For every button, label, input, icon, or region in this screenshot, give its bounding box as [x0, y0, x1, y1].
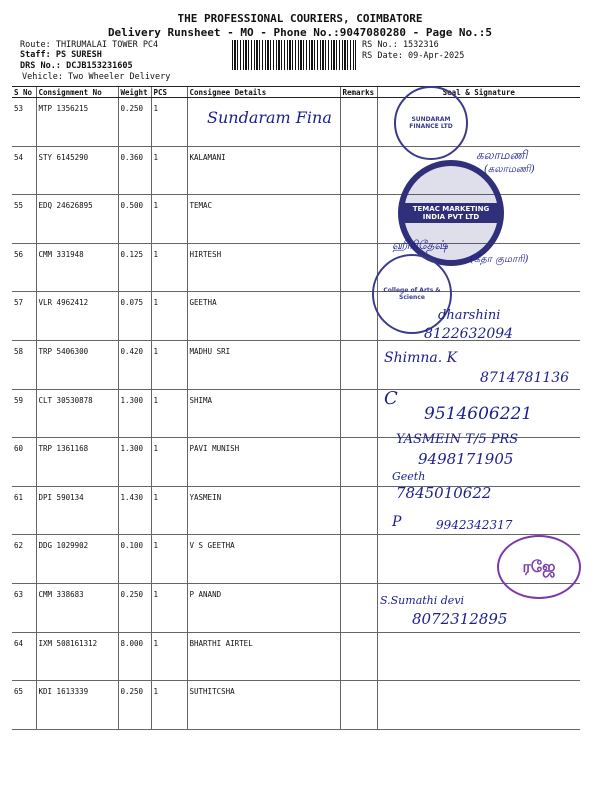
signature-r56: ஹிரிதேஷ் [392, 238, 448, 252]
cell-sno: 65 [12, 681, 36, 730]
cell-pcs: 1 [151, 681, 187, 730]
cell-pcs: 1 [151, 243, 187, 292]
cell-consignee: P ANAND [187, 583, 340, 632]
table-header [12, 87, 580, 98]
route: Route: THIRUMALAI TOWER PC4 [20, 40, 159, 50]
col-signature: Seal & Signature [377, 87, 580, 98]
vehicle: Vehicle: Two Wheeler Delivery [22, 72, 171, 82]
cell-pcs: 1 [151, 438, 187, 487]
cell-remarks [340, 98, 377, 147]
phone-r62: 7845010622 [396, 484, 492, 502]
cell-consignee: KALAMANI [187, 146, 340, 195]
drs-value: DCJB153231605 [66, 61, 133, 71]
cell-weight: 1.300 [118, 389, 151, 438]
signature-r65: S.Sumathi devi [380, 594, 465, 607]
cell-consignee: GEETHA [187, 292, 340, 341]
cell-sno: 62 [12, 535, 36, 584]
cell-weight: 8.000 [118, 632, 151, 681]
drs-label: DRS No.: [20, 61, 61, 71]
cell-consignee: PAVI MUNISH [187, 438, 340, 487]
cell-sno: 59 [12, 389, 36, 438]
cell-pcs: 1 [151, 195, 187, 244]
cell-consignee: HIRTESH [187, 243, 340, 292]
cell-sno: 58 [12, 340, 36, 389]
cell-consignment: EDQ 24626895 [36, 195, 118, 244]
cell-pcs: 1 [151, 583, 187, 632]
cell-remarks [340, 243, 377, 292]
cell-consignee: TEMAC [187, 195, 340, 244]
cell-pcs: 1 [151, 146, 187, 195]
rs-date: RS Date: 09-Apr-2025 [362, 51, 465, 61]
cell-sno: 54 [12, 146, 36, 195]
cell-remarks [340, 632, 377, 681]
signature-r63: P [392, 514, 402, 530]
col-weight: Weight [118, 87, 151, 98]
cell-weight: 0.500 [118, 195, 151, 244]
cell-weight: 0.420 [118, 340, 151, 389]
phone-r58: 8122632094 [424, 326, 514, 342]
cell-remarks [340, 535, 377, 584]
signature-r54: கலாமணி [476, 148, 528, 162]
cell-pcs: 1 [151, 292, 187, 341]
cell-weight: 0.250 [118, 583, 151, 632]
table-row [12, 243, 580, 292]
runsheet-subtitle: Delivery Runsheet - MO - Phone No.:9047080280 - Page No.:5 [107, 26, 493, 39]
cell-remarks [340, 583, 377, 632]
col-consignee: Consignee Details [187, 87, 340, 98]
cell-weight: 1.430 [118, 486, 151, 535]
phone-r59: 8714781136 [480, 370, 570, 386]
cell-consignment: CLT 30530878 [36, 389, 118, 438]
signature-r58: dharshini [438, 308, 501, 323]
signature-r60: C [384, 388, 398, 409]
col-pcs: PCS [151, 87, 187, 98]
seal-stamp-2: TEMAC MARKETING INDIA PVT LTD [398, 160, 504, 266]
cell-remarks [340, 681, 377, 730]
signature-r59: Shimna. K [384, 350, 458, 366]
cell-weight: 0.250 [118, 98, 151, 147]
cell-remarks [340, 486, 377, 535]
cell-consignment: VLR 4962412 [36, 292, 118, 341]
seal-stamp-4: ரஜே [497, 535, 581, 599]
cell-pcs: 1 [151, 632, 187, 681]
phone-r60: 9514606221 [424, 404, 533, 424]
col-sno: S No [12, 87, 36, 98]
cell-weight: 0.075 [118, 292, 151, 341]
drs-number [20, 61, 133, 71]
cell-weight: 0.360 [118, 146, 151, 195]
cell-pcs: 1 [151, 98, 187, 147]
cell-pcs: 1 [151, 535, 187, 584]
cell-remarks [340, 195, 377, 244]
staff: Staff: PS SURESH [20, 50, 102, 60]
cell-sno: 64 [12, 632, 36, 681]
cell-consignee: BHARTHI AIRTEL [187, 632, 340, 681]
cell-weight: 0.125 [118, 243, 151, 292]
cell-consignment: DPI 590134 [36, 486, 118, 535]
phone-r63: 9942342317 [436, 518, 513, 532]
cell-sno: 63 [12, 583, 36, 632]
cell-consignment: TRP 5406300 [36, 340, 118, 389]
cell-weight: 0.250 [118, 681, 151, 730]
cell-sno: 60 [12, 438, 36, 487]
cell-sno: 53 [12, 98, 36, 147]
cell-remarks [340, 438, 377, 487]
signature-r54-b: (கலாமணி) [484, 164, 535, 175]
cell-consignment: IXM 508161312 [36, 632, 118, 681]
cell-weight: 0.100 [118, 535, 151, 584]
cell-consignment: CMM 338683 [36, 583, 118, 632]
rs-number: RS No.: 1532316 [362, 40, 439, 50]
seal-stamp-1: SUNDARAM FINANCE LTD [394, 86, 468, 160]
cell-remarks [340, 340, 377, 389]
cell-pcs: 1 [151, 486, 187, 535]
signature-r62: Geeth [392, 470, 426, 483]
table-row [12, 535, 580, 584]
cell-sno: 56 [12, 243, 36, 292]
phone-r61: 9498171905 [418, 450, 514, 468]
cell-consignment: STY 6145290 [36, 146, 118, 195]
phone-r65: 8072312895 [412, 610, 508, 628]
company-title: THE PROFESSIONAL COURIERS, COIMBATORE [177, 12, 423, 25]
cell-sno: 57 [12, 292, 36, 341]
cell-consignment: KDI 1613339 [36, 681, 118, 730]
col-remarks: Remarks [340, 87, 377, 98]
barcode [232, 40, 356, 70]
signature-r56-b: (கீதா குமாரி) [470, 254, 529, 265]
seal-stamp-3: College of Arts & Science [372, 254, 452, 334]
col-consignment: Consignment No [36, 87, 118, 98]
cell-pcs: 1 [151, 340, 187, 389]
cell-pcs: 1 [151, 389, 187, 438]
cell-consignee: V S GEETHA [187, 535, 340, 584]
cell-weight: 1.300 [118, 438, 151, 487]
table-row [12, 681, 580, 730]
cell-sno: 55 [12, 195, 36, 244]
cell-consignee: SHIMA [187, 389, 340, 438]
cell-consignee: MADHU SRI [187, 340, 340, 389]
cell-signature [377, 681, 580, 730]
cell-consignee: SUTHITCSHA [187, 681, 340, 730]
table-row [12, 632, 580, 681]
cell-signature [377, 632, 580, 681]
cell-remarks [340, 146, 377, 195]
cell-consignment: TRP 1361168 [36, 438, 118, 487]
cell-remarks [340, 389, 377, 438]
cell-sno: 61 [12, 486, 36, 535]
cell-consignee: YASMEIN [187, 486, 340, 535]
cell-consignment: CMM 331948 [36, 243, 118, 292]
cell-consignment: DDG 1029902 [36, 535, 118, 584]
cell-consignment: MTP 1356215 [36, 98, 118, 147]
signature-r53: Sundaram Fina [207, 108, 332, 127]
signature-r61: YASMEIN T/5 PRS [396, 432, 519, 447]
